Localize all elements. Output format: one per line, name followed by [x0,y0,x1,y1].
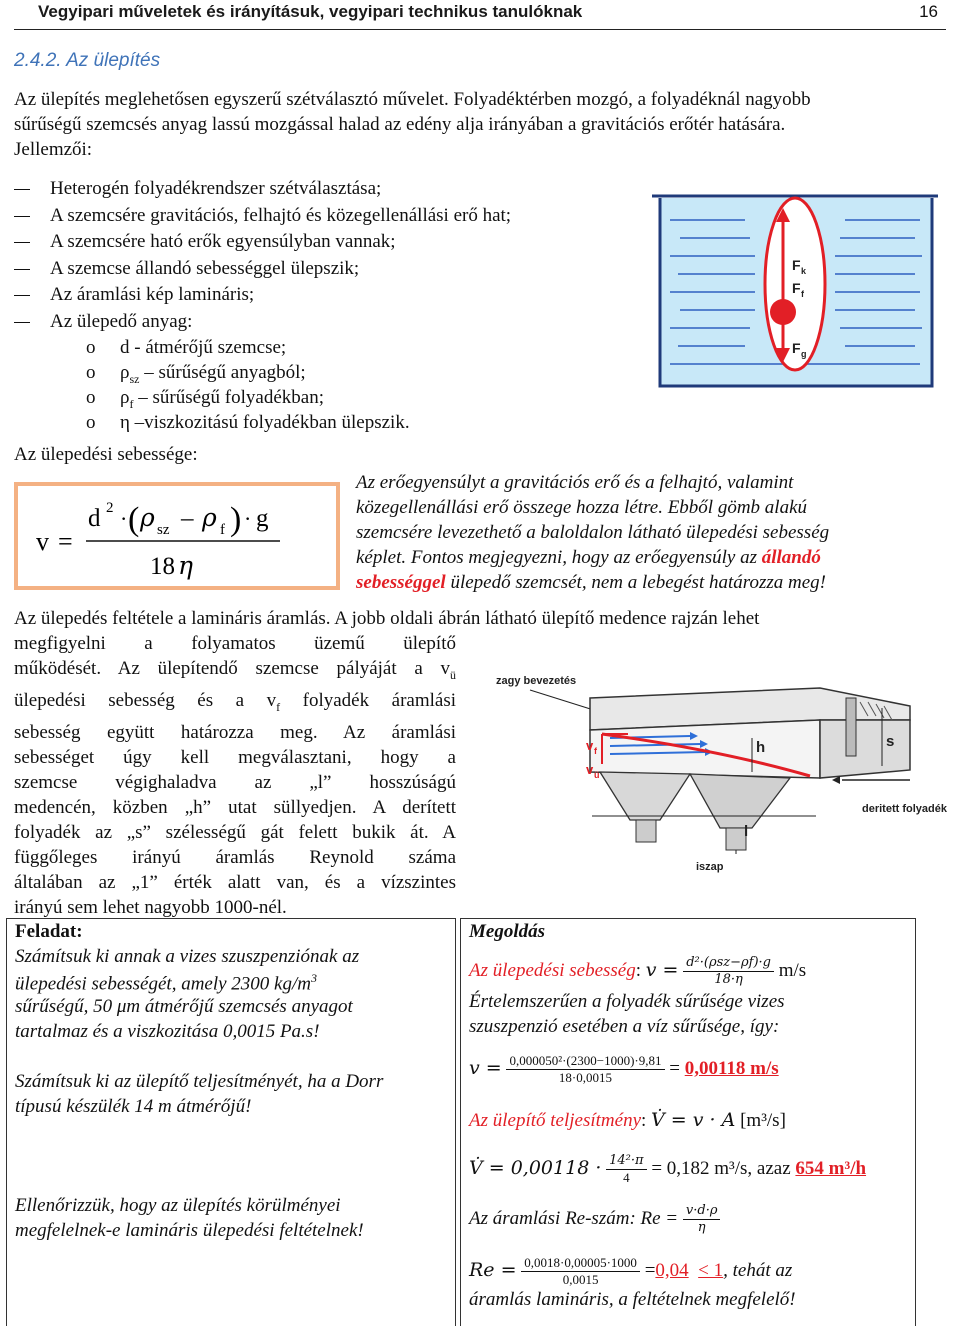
reynolds-formula-line: Az áramlási Re-szám: Re = $\frac{v\cdot d\cdot\rho}{\eta}$ [469,1203,720,1236]
svg-text:(: ( [128,501,140,538]
svg-text:f: f [220,522,225,538]
svg-text:ü: ü [594,770,600,780]
svg-text:=: = [58,527,73,556]
sub-list-item: o $\rho_{sz}$ – sűrűségű anyagból; [86,362,306,386]
section-title: 2.4.2. Az ülepítés [14,50,161,71]
list-item: Heterogén folyadékrendszer szétválasztása; [14,176,634,203]
velocity-formula-line: Az ülepedési sebesség: v = $\frac{\text{d²·(ρsz−ρf)·g}}{18\cdot\eta}$ m/s [469,955,807,987]
characteristics-list [14,176,634,435]
svg-text:18: 18 [150,553,175,580]
settling-basin-diagram [490,660,956,874]
list-item: A szemcsére ható erők egyensúlyban vannak; [14,229,634,256]
svg-text:–: – [181,505,194,532]
outlet-label: deritett folyadék [862,803,947,815]
vf-label: v [586,738,594,753]
solution-title: Megoldás [469,921,545,942]
svg-text:): ) [230,501,242,538]
list-item: Az áramlási kép lamináris; [14,282,634,309]
svg-text:ρ: ρ [202,503,217,532]
settling-particle-diagram [650,190,940,390]
page-header [14,0,946,30]
svg-text:·: · [120,506,128,531]
svg-text:2: 2 [106,500,114,516]
lower-paragraph: megfigyelni a folyamatos üzemű ülepítő működését. Az ülepítendő szemcse pályáját a $v_ü$ ülepedési sebesség és a $v_f$ folyadék áramlási sebesség együtt határozza meg. Az áramlási sebességet úgy kell megválasztani, hogy a szemcse végighaladva az „l” hosszúságú medencén, közben „h” utat süllyedjen. A derített folyadék az „s” szélességű gát felett bukik át. A függőleges irányú áramlás Reynold száma általában az „1” érték alatt van, és a vízszintes irányú sem lehet nagyobb 1000-nél. [14,633,456,918]
capacity-formula-line: Az ülepítő teljesítmény: V̇ = v · A [m³/s] [469,1109,786,1131]
length-label: l [744,823,749,840]
svg-text:f: f [801,289,804,299]
force-g-label: F [792,340,801,356]
intro-line-2: sűrűségű szemcsés anyag lassú mozgással halad az edény alja irányában a gravitációs erőtér hatására. [14,114,786,135]
sludge-label: iszap [696,861,724,873]
svg-text:g: g [801,349,807,359]
sub-list-item: o d - átmérőjű szemcse; [86,337,287,358]
equilibrium-explanation: Az erőegyensúlyt a gravitációs erő és a felhajtó, valamint közegellenállási erő összege hozza létre. Ebből gömb alakú szemcsére levezethető a baloldalon látható ülepedési sebesség képlet. Fontos megjegyezni, hogy az erőegyensúly az állandó sebességgel ülepedő szemcsét, nem a lebegést határozza meg! [356,472,830,593]
header-title: Vegyipari műveletek és irányításuk, vegyipari technikus tanulóknak [38,2,583,21]
force-f-label: F [792,280,801,296]
force-k-label: F [792,257,801,273]
velocity-heading: Az ülepedési sebessége: [14,444,198,465]
intro-line-3: Jellemzői: [14,139,93,160]
svg-text:v: v [36,527,49,556]
sub-list-item: o η –viszkozitású folyadékban ülepszik. [86,412,410,433]
height-label: h [756,739,766,756]
svg-text:ρ: ρ [140,503,155,532]
inlet-label: zagy bevezetés [496,675,577,687]
list-item: A szemcse állandó sebességgel ülepszik; [14,256,634,283]
lower-line-1: Az ülepedés feltétele a lamináris áramlás. A jobb oldali ábrán látható ülepítő medence rajzán lehet [14,608,760,629]
reynolds-calc-line: Re = $\frac{0,0018\cdot 0,00005\cdot 1000}{0,0015}$ =0,04 < 1, tehát az [469,1255,793,1287]
svg-text:η: η [178,551,193,580]
task-title: Feladat: [15,921,83,942]
list-item: Az ülepedő anyag: [14,309,634,336]
page-number: 16 [919,2,938,21]
solution-box: Megoldás Az ülepedési sebesség: v = $\frac{\text{d²·(ρsz−ρf)·g}}{18\cdot\eta}$ m/s Értelemszerűen a folyadék sűrűsége vizes szuszpenzió esetében a víz sűrűsége, így: v = $\frac{\text{0,000050²·(2300−1000)·9,81}}{18\cdot 0,0015}$ = 0,00118 m/s Az ülepítő teljesítmény: V̇ = v · A [m³/s] V̇ = 0,00118 · $\frac{\text{14²·π}}{4}$ = 0,182 m³/s, azaz 654 m³/h Az áramlási Re-szám: Re = $\frac{v\cdot d\cdot\rho}{\eta}$ Re = $\frac{0,0018\cdot 0,00005\cdot 1000}{0,0015}$ =0,04 < 1, tehát az áramlás lamináris, a feltételnek megfelelő! [460,918,916,1326]
vu-label: v [586,762,594,777]
intro-line-1: Az ülepítés meglehetősen egyszerű szétválasztó művelet. Folyadéktérben mozgó, a folyadéknál nagyobb [14,89,811,110]
svg-text:sz: sz [157,522,170,538]
task-box: Feladat: Számítsuk ki annak a vizes szuszpenziónak az ülepedési sebességét, amely 2300 $kg/m^3$ sűrűségű, 50 μm átmérőjű szemcsés anyagot tartalmaz és a viszkozitása 0,0015 Pa.s! Számítsuk ki az ülepítő teljesítményét, ha a Dorr típusú készülék 14 m átmérőjű! Ellenőrizzük, hogy az ülepítés körülményei megfelelnek-e lamináris ülepedési feltételnek! [6,918,456,1326]
settling-velocity-formula [14,482,340,590]
capacity-calc-line: V̇ = 0,00118 · $\frac{\text{14²·π}}{4}$ = 0,182 m³/s, azaz 654 m³/h [469,1153,867,1185]
velocity-calc-line: v = $\frac{\text{0,000050²·(2300−1000)·9,81}}{18\cdot 0,0015}$ = 0,00118 m/s [469,1053,779,1085]
weir-width-label: s [886,733,895,750]
list-item: A szemcsére gravitációs, felhajtó és közegellenállási erő hat; [14,203,634,230]
svg-text:g: g [256,505,269,532]
sub-list-item: o $\rho_f$ – sűrűségű folyadékban; [86,387,324,411]
svg-text:k: k [801,266,807,276]
svg-text:f: f [594,746,597,756]
svg-text:·: · [244,506,252,531]
svg-text:d: d [88,505,101,532]
